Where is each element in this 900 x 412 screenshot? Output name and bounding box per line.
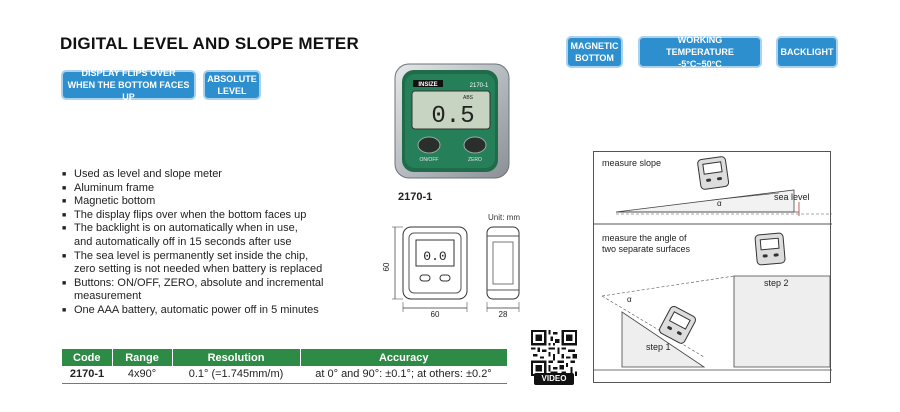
- unit-label: Unit: mm: [488, 213, 520, 222]
- spec-table: [62, 349, 507, 384]
- display-reading: 0.5: [431, 103, 475, 130]
- header-resolution: Resolution: [172, 349, 300, 366]
- model-caption: 2170-1: [398, 191, 433, 203]
- zero-button: [464, 137, 486, 153]
- qr-code[interactable]: [531, 330, 577, 376]
- feature-item: ■ Aluminum frame: [62, 182, 323, 196]
- step1-label: step 1: [646, 342, 671, 352]
- header-code: Code: [62, 349, 112, 366]
- zero-label: ZERO: [468, 157, 482, 163]
- badge-backlight: BACKLIGHT: [776, 36, 838, 68]
- brand-logo: INSIZE: [418, 82, 438, 88]
- badge-magnetic-bottom: MAGNETIC BOTTOM: [566, 36, 623, 68]
- badge-absolute-level: ABSOLUTE LEVEL: [203, 70, 261, 100]
- header-range: Range: [112, 349, 172, 366]
- feature-item: ■ The backlight is on automatically when in use,: [62, 222, 323, 236]
- header-accuracy: Accuracy: [300, 349, 507, 366]
- slope-title: measure slope: [602, 158, 662, 168]
- cell-range: 4x90°: [112, 366, 172, 383]
- angle-title-line2: two separate surfaces: [602, 244, 691, 254]
- slope-alpha-symbol: α: [717, 199, 722, 208]
- feature-item-continuation: zero setting is not needed when battery is replaced: [74, 263, 323, 276]
- badge-display-flips: DISPLAY FLIPS OVER WHEN THE BOTTOM FACES UP: [61, 70, 196, 100]
- feature-item: ■ The display flips over when the bottom faces up: [62, 209, 323, 223]
- page-title: DIGITAL LEVEL AND SLOPE METER: [60, 34, 359, 53]
- table-row: [62, 366, 507, 383]
- cell-accuracy: at 0° and 90°: ±0.1°; at others: ±0.2°: [300, 366, 507, 383]
- onoff-button: [418, 137, 440, 153]
- cell-code: 2170-1: [62, 366, 112, 383]
- display-mode: ABS: [463, 95, 474, 101]
- device-model-text: 2170-1: [469, 83, 489, 89]
- feature-item: ■ Magnetic bottom: [62, 195, 323, 209]
- feature-item-continuation: measurement: [74, 290, 142, 303]
- usage-diagram: [593, 151, 831, 383]
- feature-item: ■ Buttons: ON/OFF, ZERO, absolute and incremental: [62, 277, 323, 291]
- step2-label: step 2: [764, 278, 789, 288]
- dim-height: 60: [382, 262, 391, 272]
- angle-title-line1: measure the angle of: [602, 233, 687, 243]
- dim-depth: 28: [498, 310, 508, 319]
- feature-item: ■ Used as level and slope meter: [62, 168, 323, 182]
- technical-drawing: [383, 222, 525, 322]
- feature-list: [62, 168, 323, 318]
- product-image: [393, 62, 511, 180]
- onoff-label: ON/OFF: [419, 157, 439, 163]
- feature-item: ■ One AAA battery, automatic power off in 5 minutes: [62, 304, 323, 318]
- dim-width: 60: [430, 310, 440, 319]
- feature-item: ■ The sea level is permanently set inside the chip,: [62, 250, 323, 264]
- badge-working-temperature: WORKING TEMPERATURE -5°C~50°C: [638, 36, 762, 68]
- cell-resolution: 0.1° (=1.745mm/m): [172, 366, 300, 383]
- feature-item-continuation: and automatically off in 15 seconds after use: [74, 235, 292, 248]
- angle-alpha-symbol: α: [627, 295, 632, 304]
- video-label[interactable]: VIDEO: [534, 373, 574, 385]
- drawing-display-value: 0.0: [423, 249, 447, 264]
- sea-level-label: sea level: [774, 192, 810, 202]
